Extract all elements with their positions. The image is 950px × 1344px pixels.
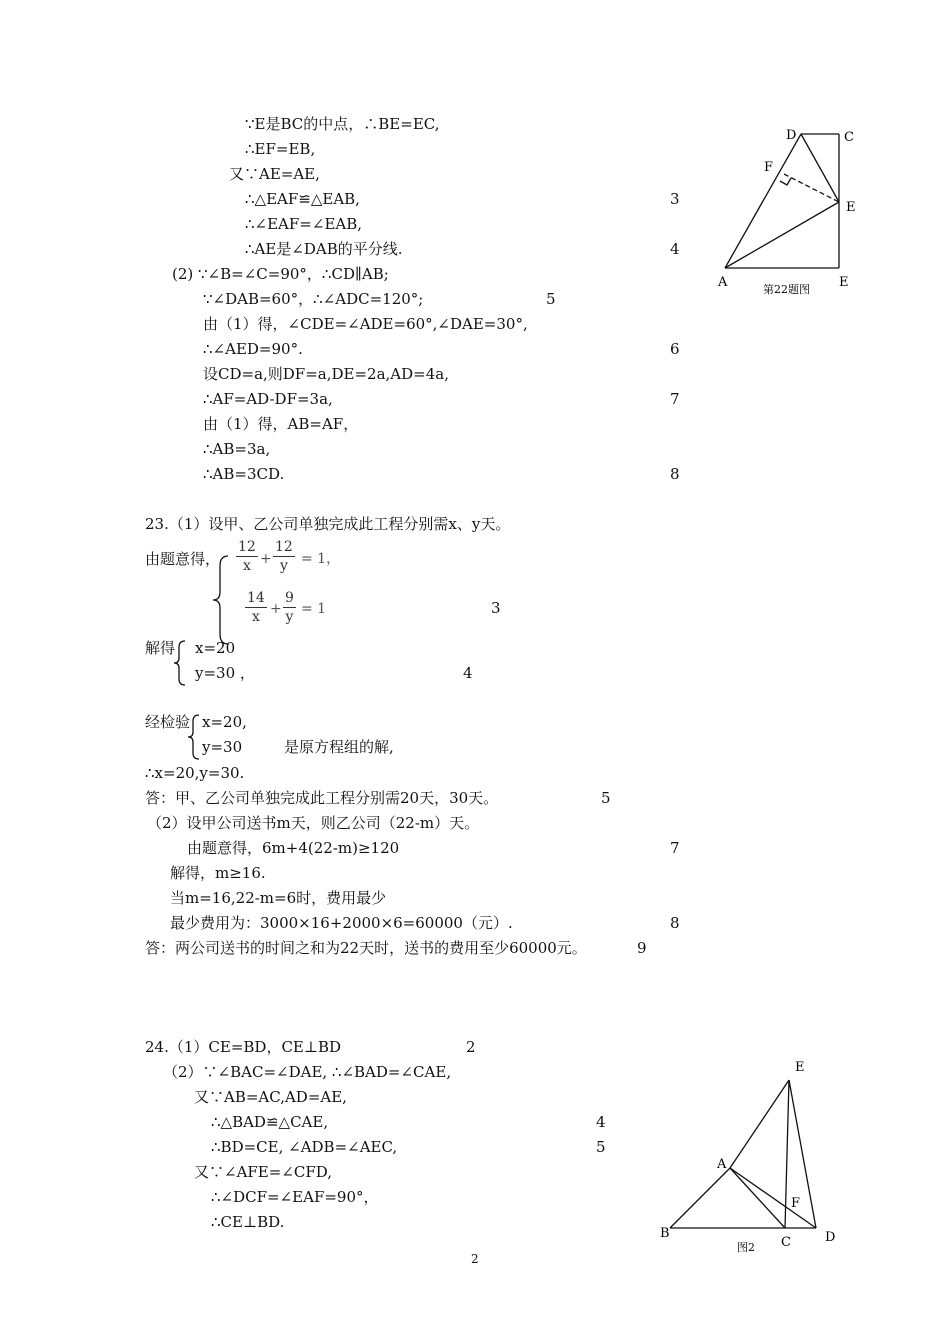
q23-eq2-rhs: = 1 [301,601,327,617]
q22-seg-AE [725,202,839,268]
q22-score-7: 7 [670,390,680,408]
q23-eq1-den2: y [279,558,288,574]
q24-seg-CE [785,1080,789,1228]
q24-line-3: 又∵AB=AC,AD=AE, [194,1088,347,1106]
q24-line-2: （2）∵∠BAC=∠DAE, ∴∠BAD=∠CAE, [163,1063,452,1081]
q22-line-11: 设CD=a,则DF=a,DE=2a,AD=4a, [203,365,449,383]
q22-line-7: (2) ∵∠B=∠C=90°，∴CD∥AB; [172,265,389,283]
q23-when: 当m=16,22-m=6时，费用最少 [170,889,387,907]
q24-seg-AB [670,1168,730,1228]
q23-score-4: 4 [463,664,473,682]
q23-solve-2: 解得，m≥16. [170,864,266,882]
q23-score-9: 9 [637,939,647,957]
q24-line-1: 24.（1）CE=BD，CE⊥BD [145,1038,342,1056]
q24-figure [650,1055,840,1260]
q24-score-5: 5 [596,1138,606,1156]
q24-seg-AE [730,1080,789,1168]
q23-solution-brace [172,639,188,687]
q23-eq1-num2: 12 [275,539,293,555]
q22-label-C: C [844,130,854,145]
q23-answer-2: 答：两公司送书的时间之和为22天时，送书的费用至少60000元。 [145,939,587,957]
q23-eq2-plus: + [270,601,282,617]
q22-score-6: 6 [670,340,680,358]
q23-sol-y: y=30 ， [195,664,255,682]
q22-line-1: ∵E是BC的中点，∴BE=EC, [245,115,440,133]
q24-line-4: ∴△BAD≌△CAE, [211,1113,329,1131]
q23-eq1-rhs: = 1， [301,551,341,567]
q24-label-A: A [717,1157,727,1172]
q24-line-8: ∴CE⊥BD. [211,1213,285,1231]
q22-right-angle-mark [780,178,791,185]
q23-therefore: ∴x=20,y=30. [145,764,245,782]
q23-check-x: x=20, [202,713,247,731]
q23-eq1-frac1 [236,538,258,575]
q23-min-cost: 最少费用为：3000×16+2000×6=60000（元）. [170,914,513,932]
q23-eq2-den2: y [285,609,294,625]
q22-line-13: 由（1）得，AB=AF， [203,415,359,433]
q23-sol-x: x=20 [195,639,236,657]
q23-eq2-frac1 [245,589,267,626]
q22-line-9: 由（1）得，∠CDE=∠ADE=60°,∠DAE=30°, [203,315,528,333]
q22-line-10: ∴∠AED=90°. [203,340,303,358]
q23-eq2-frac2 [283,589,296,626]
q24-seg-AD [730,1168,816,1228]
q24-label-E: E [795,1060,805,1075]
q24-label-B: B [660,1226,670,1241]
q23-check-label: 经检验 [145,713,191,731]
q22-line-6: ∴AE是∠DAB的平分线. [245,240,403,258]
q22-seg-DA [725,134,801,268]
q24-line-6: 又∵∠AFE=∠CFD, [194,1163,333,1181]
q22-score-8: 8 [670,465,680,483]
q23-intro: 23.（1）设甲、乙公司单独完成此工程分别需x、y天。 [145,515,511,533]
q24-line-5: ∴BD=CE, ∠ADB=∠AEC, [211,1138,398,1156]
q23-eq1-plus: + [260,551,272,567]
q22-line-12: ∴AF=AD-DF=3a, [203,390,333,408]
q23-check-y: y=30 [202,738,243,756]
q22-line-14: ∴AB=3a, [203,440,271,458]
q24-seg-AC [730,1168,785,1228]
q22-label-A: A [718,275,728,290]
q23-check-brace [186,713,202,761]
q22-score-4: 4 [670,240,680,258]
q22-line-15: ∴AB=3CD. [203,465,285,483]
q22-figure-caption: 第22题图 [763,283,810,296]
q23-score-8: 8 [670,914,680,932]
q23-eq1-den1: x [242,558,251,574]
q22-label-E: E [846,200,856,215]
q23-system-brace [210,554,232,646]
q23-eq2-num2: 9 [285,590,294,606]
q23-check-text: 是原方程组的解, [284,738,394,756]
q24-score-4: 4 [596,1113,606,1131]
q22-line-8: ∵∠DAB=60°，∴∠ADC=120°; [203,290,424,308]
q23-inequality: 由题意得，6m+4(22-m)≥120 [187,839,400,857]
q23-setup-label: 由题意得， [145,550,221,568]
q23-eq2-num1: 14 [247,590,265,606]
q22-label-B: E [839,275,849,290]
q22-line-4: ∴△EAF≌△EAB, [245,190,360,208]
q22-line-3: 又∵AE=AE, [229,165,320,183]
q22-label-D: D [786,128,797,143]
q23-part-2: （2）设甲公司送书m天，则乙公司（22-m）天。 [147,814,480,832]
q23-solve-label: 解得 [145,639,176,657]
q23-eq2-den1: x [251,609,260,625]
q23-eq1-num1: 12 [238,539,256,555]
q24-label-D: D [825,1230,836,1245]
q22-figure [700,115,860,305]
q22-line-5: ∴∠EAF=∠EAB, [245,215,363,233]
q23-answer-1: 答：甲、乙公司单独完成此工程分别需20天，30天。 [145,789,499,807]
q22-line-2: ∴EF=EB, [245,140,316,158]
q24-label-C: C [781,1235,791,1250]
q24-figure-caption: 图2 [737,1241,755,1254]
q24-score-2: 2 [466,1038,476,1056]
q24-label-F: F [791,1196,801,1211]
q22-score-3: 3 [670,190,680,208]
q23-score-3: 3 [491,599,501,617]
q24-line-7: ∴∠DCF=∠EAF=90°， [211,1188,379,1206]
q22-score-5: 5 [546,290,556,308]
page-number: 2 [471,1252,479,1266]
q23-score-5: 5 [601,789,611,807]
q23-score-7: 7 [670,839,680,857]
q22-label-F: F [764,160,774,175]
q23-eq1-frac2 [273,538,295,575]
